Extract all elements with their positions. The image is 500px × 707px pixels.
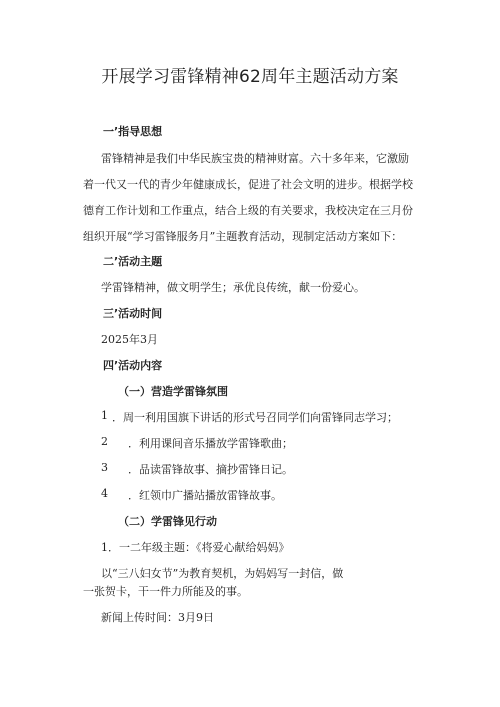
section-heading-content: 四’活动内容 [103, 359, 163, 372]
theme-text: 学雷锋精神，做文明学生；承优良传统，献一份爱心。 [101, 281, 365, 294]
subsection-heading-atmosphere: （一）营造学雷锋氛围 [118, 385, 228, 398]
grade-theme-line: 1．一二年级主题：《将爱心献给妈妈》 [101, 541, 290, 554]
paragraph-line: 雷锋精神是我们中华民族宝贵的精神财富。六十多年来，它激励 [101, 152, 409, 165]
subsection-heading-action: （二）学雷锋见行动 [118, 515, 217, 528]
section-heading-time: 三’活动时间 [103, 307, 163, 320]
paragraph-line: 着一代又一代的青少年健康成长，促进了社会文明的进步。根据学校 [83, 178, 413, 191]
upload-time: 新闻上传时间：3月9日 [101, 611, 214, 624]
section-heading-guiding-ideology: 一’指导思想 [103, 125, 163, 138]
list-item: ．周一利用国旗下讲话的形式号召同学们向雷锋同志学习； [112, 411, 398, 424]
description-line: 一张贺卡，干一件力所能及的事。 [83, 585, 248, 598]
list-item-number: 2 [101, 435, 108, 448]
time-text: 2025年3月 [101, 333, 158, 346]
list-item: ．品读雷锋故事、摘抄雷锋日记。 [128, 463, 293, 476]
description-line: 以“三八妇女节”为教育契机，为妈妈写一封信，做 [101, 567, 344, 580]
document-title: 开展学习雷锋精神62周年主题活动方案 [101, 67, 399, 87]
list-item-number: 4 [101, 487, 108, 500]
paragraph-line: 组织开展“学习雷锋服务月”主题教育活动，现制定活动方案如下： [83, 230, 403, 243]
list-item: ．利用课间音乐播放学雷锋歌曲； [128, 437, 293, 450]
list-item-number: 3 [101, 461, 108, 474]
list-item: ．红领巾广播站播放雷锋故事。 [128, 489, 282, 502]
paragraph-line: 德育工作计划和工作重点，结合上级的有关要求，我校决定在三月份 [83, 204, 413, 217]
list-item-number: 1 [101, 409, 108, 422]
section-heading-theme: 二’活动主题 [103, 255, 163, 268]
